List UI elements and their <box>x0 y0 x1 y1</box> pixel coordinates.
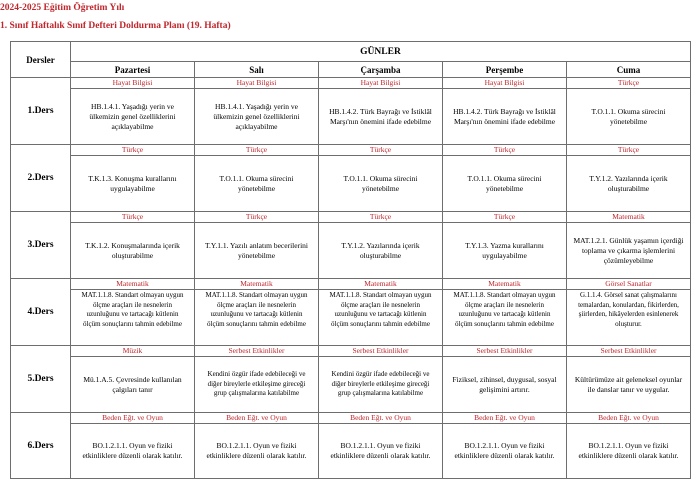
subject-label: Türkçe <box>567 145 690 156</box>
subject-label: Türkçe <box>443 212 566 223</box>
subject-label: Matematik <box>567 212 690 223</box>
plan-cell <box>567 346 691 413</box>
objective-text: T.O.1.1. Okuma sürecini yönetebilme <box>219 173 294 193</box>
objective-text: MAT.1.1.8. Standart olmayan uygun ölçme araçları ile nesnelerin uzunluğunu ve tartacağı kütlenin ölçüm sonuçlarını tahmin edebilme <box>453 291 556 328</box>
plan-cell <box>71 212 195 279</box>
subject-label: Türkçe <box>319 145 442 156</box>
objective-text: Kendini özgür ifade edebileceği ve diğer bireylerle etkileşime gireceği grup çalışmalarına katılabilme <box>207 370 306 398</box>
plan-cell <box>443 78 567 145</box>
subject-label: Matematik <box>195 279 318 290</box>
objective-text: MAT.1.1.8. Standart olmayan uygun ölçme araçları ile nesnelerin uzunluğunu ve tartacağı kütlenin ölçüm sonuçlarını tahmin edebilme <box>81 291 184 328</box>
objective-text: T.Y.1.3. Yazma kurallarını uygulayabilme <box>465 240 544 260</box>
subject-label: Matematik <box>319 279 442 290</box>
plan-cell <box>443 413 567 479</box>
plan-cell <box>195 145 319 212</box>
plan-cell <box>195 212 319 279</box>
days-header: GÜNLER <box>71 42 691 62</box>
objective-text: Fiziksel, zihinsel, duygusal, sosyal gelişimini artırır. <box>452 374 557 394</box>
document-title: 2024-2025 Eğitim Öğretim Yılı <box>0 3 125 13</box>
subject-label: Beden Eğt. ve Oyun <box>443 413 566 424</box>
lesson-label: 3.Ders <box>11 212 71 279</box>
objective-text: T.K.1.3. Konuşma kurallarını uygulayabilme <box>88 173 177 193</box>
subject-label: Türkçe <box>71 212 194 223</box>
lesson-label: 4.Ders <box>11 279 71 346</box>
table-row <box>11 279 691 346</box>
objective-text: Kendini özgür ifade edebileceği ve diğer bireylerle etkileşime gireceği grup çalışmalarına katılabilme <box>331 370 430 398</box>
objective-text: MAT.1.2.1. Günlük yaşamın içerdiği toplama ve çıkarma işlemlerini çözümleyebilme <box>573 235 684 265</box>
objective-text: HB.1.4.1. Yaşadığı yerin ve ülkemizin genel özelliklerini açıklayabilme <box>89 101 176 131</box>
objective-text: HB.1.4.2. Türk Bayrağı ve İstiklâl Marşı'nın önemini ifade edebilme <box>329 106 432 126</box>
plan-cell <box>567 279 691 346</box>
plan-cell <box>195 346 319 413</box>
subject-label: Beden Eğt. ve Oyun <box>319 413 442 424</box>
subject-label: Hayat Bilgisi <box>195 78 318 89</box>
day-header-wednesday: Çarşamba <box>319 62 443 78</box>
objective-text: BO.1.2.1.1. Oyun ve fiziki etkinliklere düzenli olarak katılır. <box>330 441 431 460</box>
subject-label: Beden Eğt. ve Oyun <box>195 413 318 424</box>
day-header-tuesday: Salı <box>195 62 319 78</box>
objective-text: G.1.1.4. Görsel sanat çalışmalarını temalardan, konulardan, fikirlerden, şiirlerden, hikâyelerden esinlenerek oluşturur. <box>578 291 679 328</box>
plan-cell <box>319 145 443 212</box>
day-header-monday: Pazartesi <box>71 62 195 78</box>
subject-label: Serbest Etkinlikler <box>567 346 690 357</box>
objective-text: BO.1.2.1.1. Oyun ve fiziki etkinliklere düzenli olarak katılır. <box>578 441 679 460</box>
day-header-thursday: Perşembe <box>443 62 567 78</box>
objective-text: Kültürümüze ait geleneksel oyunlar ile danslar tanır ve uygular. <box>574 374 683 394</box>
subject-label: Matematik <box>443 279 566 290</box>
plan-cell <box>319 413 443 479</box>
table-row <box>11 145 691 212</box>
lesson-label: 1.Ders <box>11 78 71 145</box>
objective-text: MAT.1.1.8. Standart olmayan uygun ölçme araçları ile nesnelerin uzunluğunu ve tartacağı kütlenin ölçüm sonuçlarını tahmin edebilme <box>329 291 432 328</box>
plan-cell <box>71 279 195 346</box>
objective-text: T.Y.1.1. Yazılı anlatım becerilerini yönetebilme <box>204 240 309 260</box>
subject-label: Türkçe <box>567 78 690 89</box>
objective-text: T.O.1.1. Okuma sürecini yönetebilme <box>467 173 542 193</box>
subject-label: Beden Eğt. ve Oyun <box>567 413 690 424</box>
plan-cell <box>443 145 567 212</box>
subject-label: Hayat Bilgisi <box>71 78 194 89</box>
subject-label: Hayat Bilgisi <box>443 78 566 89</box>
subject-label: Beden Eğt. ve Oyun <box>71 413 194 424</box>
plan-cell <box>71 413 195 479</box>
subject-label: Müzik <box>71 346 194 357</box>
plan-cell <box>71 145 195 212</box>
subject-label: Türkçe <box>195 212 318 223</box>
plan-cell <box>567 78 691 145</box>
subject-label: Hayat Bilgisi <box>319 78 442 89</box>
objective-text: BO.1.2.1.1. Oyun ve fiziki etkinliklere düzenli olarak katılır. <box>454 441 555 460</box>
table-row <box>11 212 691 279</box>
objective-text: BO.1.2.1.1. Oyun ve fiziki etkinliklere düzenli olarak katılır. <box>82 441 183 460</box>
lesson-label: 5.Ders <box>11 346 71 413</box>
subject-label: Serbest Etkinlikler <box>319 346 442 357</box>
plan-cell <box>567 145 691 212</box>
plan-cell <box>71 346 195 413</box>
table-row <box>11 413 691 479</box>
plan-cell <box>567 212 691 279</box>
objective-text: MAT.1.1.8. Standart olmayan uygun ölçme araçları ile nesnelerin uzunluğunu ve tartacağı kütlenin ölçüm sonuçlarını tahmin edebilme <box>205 291 308 328</box>
subject-label: Serbest Etkinlikler <box>195 346 318 357</box>
document-subtitle: 1. Sınıf Haftalık Sınıf Defteri Doldurma Planı (19. Hafta) <box>0 21 231 31</box>
weekly-plan-table <box>10 41 691 479</box>
objective-text: T.K.1.2. Konuşmalarında içerik oluşturabilme <box>85 240 180 260</box>
plan-cell <box>567 413 691 479</box>
plan-cell <box>443 346 567 413</box>
plan-cell <box>195 279 319 346</box>
lesson-label: 2.Ders <box>11 145 71 212</box>
subject-label: Görsel Sanatlar <box>567 279 690 290</box>
corner-label: Dersler <box>11 42 71 78</box>
subject-label: Serbest Etkinlikler <box>443 346 566 357</box>
subject-label: Türkçe <box>443 145 566 156</box>
plan-cell <box>443 212 567 279</box>
plan-cell <box>195 413 319 479</box>
objective-text: T.Y.1.2. Yazılarında içerik oluşturabilme <box>589 173 668 193</box>
lesson-label: 6.Ders <box>11 413 71 479</box>
subject-label: Türkçe <box>319 212 442 223</box>
objective-text: T.O.1.1. Okuma sürecini yönetebilme <box>591 106 666 126</box>
objective-text: HB.1.4.1. Yaşadığı yerin ve ülkemizin genel özelliklerini açıklayabilme <box>213 101 300 131</box>
objective-text: T.O.1.1. Okuma sürecini yönetebilme <box>343 173 418 193</box>
day-header-friday: Cuma <box>567 62 691 78</box>
objective-text: Mü.1.A.5. Çevresinde kullanılan çalgıları tanır <box>83 374 182 394</box>
subject-label: Matematik <box>71 279 194 290</box>
plan-cell <box>319 279 443 346</box>
subject-label: Türkçe <box>71 145 194 156</box>
table-row <box>11 78 691 145</box>
objective-text: BO.1.2.1.1. Oyun ve fiziki etkinliklere düzenli olarak katılır. <box>206 441 307 460</box>
plan-cell <box>319 212 443 279</box>
plan-cell <box>319 78 443 145</box>
plan-cell <box>319 346 443 413</box>
table-row <box>11 346 691 413</box>
objective-text: HB.1.4.2. Türk Bayrağı ve İstiklâl Marşı'nın önemini ifade edebilme <box>453 106 556 126</box>
plan-cell <box>443 279 567 346</box>
plan-cell <box>195 78 319 145</box>
plan-cell <box>71 78 195 145</box>
subject-label: Türkçe <box>195 145 318 156</box>
objective-text: T.Y.1.2. Yazılarında içerik oluşturabilme <box>341 240 420 260</box>
